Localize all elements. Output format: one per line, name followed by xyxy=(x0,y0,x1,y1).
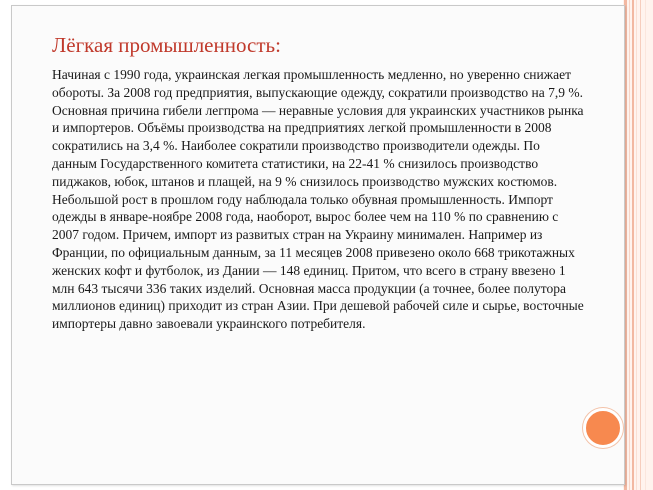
decorative-side-band xyxy=(623,0,653,490)
decorative-stripe xyxy=(640,0,641,490)
slide-title: Лёгкая промышленность: xyxy=(52,33,281,57)
decorative-stripe xyxy=(636,0,637,490)
slide-body-text: Начиная с 1990 года, украинская легкая промышленность медленно, но уверенно снижает обороты. За 2008 год предприятия, выпускающие одежду, сократили производство на 7,9 %. Основная причина гибели легпрома — неравные условия для украинских участников рынка и импортеров. Объёмы производства на предприятиях легкой промышленности в 2008 сократились на 3,4 %. Наиболее сократили производство производители одежды. По данным Государственного комитета статистики, на 22-41 % снизилось производство пиджаков, юбок, штанов и плащей, на 9 % снизилось производство мужских костюмов. Небольшой рост в прошлом году наблюдала только обувная промышленность. Импорт одежды в январе-ноябре 2008 года, наоборот, вырос более чем на 110 % по сравнению с 2007 годом. Причем, импорт из развитых стран на Украину минимален. Например из Франции, по официальным данным, за 11 месяцев 2008 привезено около 668 трикотажных женских кофт и футболок, из Дании — 148 единиц. Притом, что всего в страну ввезено 1 млн 643 тысячи 336 таких изделий. Основная масса продукции (а точнее, более полутора миллионов единиц) приходит из стран Азии. При дешевой рабочей силе и сырье, восточные импортеры давно завоевали украинского потребителя. xyxy=(52,67,584,332)
decorative-stripe xyxy=(632,0,634,490)
decorative-circle-icon xyxy=(583,408,623,448)
decorative-stripe xyxy=(629,0,630,490)
decorative-stripe xyxy=(645,0,646,490)
